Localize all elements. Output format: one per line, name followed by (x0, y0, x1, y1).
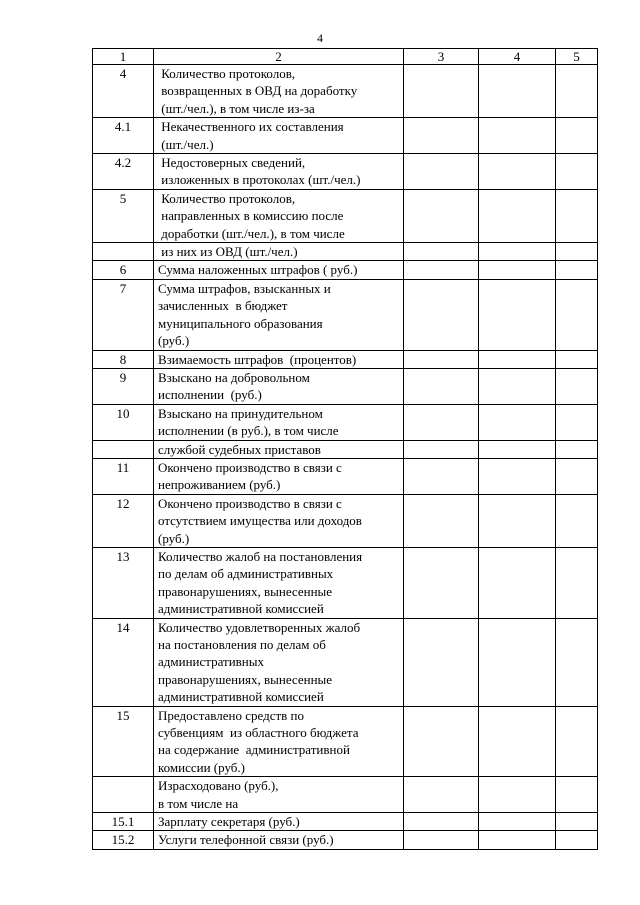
row-description-cell (154, 440, 404, 458)
description-line: административных (158, 654, 264, 670)
value-cell (556, 404, 598, 440)
column-header: 1 (93, 49, 154, 65)
value-cell (479, 189, 556, 242)
description-line: на постановления по делам об (158, 637, 326, 652)
value-cell (556, 618, 598, 706)
value-cell (556, 279, 598, 350)
description-line: Взимаемость штрафов (процентов) (158, 351, 357, 367)
value-cell (556, 65, 598, 118)
table-row (93, 350, 598, 368)
value-cell (479, 831, 556, 849)
table-row (93, 706, 598, 777)
description-line: зачисленных в бюджет (158, 298, 288, 314)
row-number-cell: 12 (93, 494, 154, 547)
description-line: Количество жалоб на постановления (158, 548, 363, 564)
description-line: (шт./чел.) (158, 136, 214, 152)
row-description-cell (154, 547, 404, 618)
value-cell (556, 118, 598, 154)
value-cell (479, 65, 556, 118)
row-number-cell: 4.1 (93, 118, 154, 154)
row-number-cell (93, 777, 154, 813)
description-line: Израсходовано (руб.), (158, 778, 279, 794)
row-description-cell (154, 458, 404, 494)
value-cell (479, 118, 556, 154)
value-cell (404, 65, 479, 118)
value-cell (479, 350, 556, 368)
table-row (93, 261, 598, 279)
value-cell (404, 777, 479, 813)
description-line: Предоставлено средств по (158, 707, 305, 723)
row-description-cell (154, 154, 404, 190)
description-line: Взыскано на добровольном (158, 369, 310, 385)
column-header: 2 (154, 49, 404, 65)
description-line: исполнении (руб.) (158, 387, 262, 403)
description-line: административной комиссией (158, 689, 324, 705)
row-description-cell (154, 706, 404, 777)
description-line: субвенциям из областного бюджета (158, 725, 359, 741)
table-row (93, 243, 598, 261)
value-cell (479, 547, 556, 618)
value-cell (404, 831, 479, 849)
row-number-cell: 11 (93, 458, 154, 494)
value-cell (479, 279, 556, 350)
value-cell (556, 243, 598, 261)
row-description-cell (154, 65, 404, 118)
value-cell (479, 813, 556, 831)
value-cell (556, 547, 598, 618)
description-line: отсутствием имущества или доходов (158, 513, 362, 529)
column-header: 3 (404, 49, 479, 65)
row-description-cell (154, 494, 404, 547)
table-row (93, 547, 598, 618)
row-description-cell (154, 350, 404, 368)
value-cell (479, 243, 556, 261)
description-line: Сумма штрафов, взысканных и (158, 280, 331, 296)
row-number-cell: 13 (93, 547, 154, 618)
value-cell (404, 547, 479, 618)
value-cell (556, 440, 598, 458)
row-number-cell: 15.2 (93, 831, 154, 849)
description-line: Недостоверных сведений, (158, 155, 306, 171)
table-row (93, 494, 598, 547)
table-row (93, 189, 598, 242)
value-cell (404, 243, 479, 261)
table-row (93, 118, 598, 154)
value-cell (479, 368, 556, 404)
value-cell (404, 368, 479, 404)
value-cell (404, 189, 479, 242)
description-line: комиссии (руб.) (158, 759, 245, 775)
row-description-cell (154, 279, 404, 350)
value-cell (556, 261, 598, 279)
table-row (93, 368, 598, 404)
description-line: Окончено производство в связи с (158, 495, 342, 511)
table-row (93, 831, 598, 849)
value-cell (556, 706, 598, 777)
description-line: правонарушениях, вынесенные (158, 583, 333, 599)
description-line: (руб.) (158, 333, 190, 349)
description-line: непроживанием (руб.) (158, 477, 281, 493)
value-cell (404, 813, 479, 831)
table-row (93, 65, 598, 118)
row-number-cell: 9 (93, 368, 154, 404)
value-cell (556, 154, 598, 190)
table-row (93, 154, 598, 190)
row-description-cell (154, 189, 404, 242)
description-line: Количество протоколов, (158, 190, 296, 206)
table-row (93, 279, 598, 350)
value-cell (404, 404, 479, 440)
description-line: Количество удовлетворенных жалоб (158, 619, 361, 635)
value-cell (404, 350, 479, 368)
description-line: (шт./чел.), в том числе из-за (158, 100, 315, 116)
description-line: Зарплату секретаря (руб.) (158, 814, 300, 830)
row-number-cell: 7 (93, 279, 154, 350)
value-cell (404, 279, 479, 350)
value-cell (479, 440, 556, 458)
description-line: Услуги телефонной связи (руб.) (158, 832, 334, 848)
description-line: изложенных в протоколах (шт./чел.) (158, 172, 361, 188)
row-description-cell (154, 261, 404, 279)
row-number-cell: 15.1 (93, 813, 154, 831)
description-line: на содержание административной (158, 742, 350, 758)
row-description-cell (154, 777, 404, 813)
table-row (93, 458, 598, 494)
description-line: службой судебных приставов (158, 441, 321, 457)
description-line: Некачественного их составления (158, 119, 344, 135)
value-cell (479, 458, 556, 494)
description-line: из них из ОВД (шт./чел.) (158, 244, 298, 260)
description-line: по делам об административных (158, 566, 334, 582)
value-cell (556, 368, 598, 404)
table-row (93, 777, 598, 813)
row-number-cell: 4.2 (93, 154, 154, 190)
value-cell (479, 494, 556, 547)
value-cell (556, 189, 598, 242)
value-cell (404, 706, 479, 777)
value-cell (404, 261, 479, 279)
row-number-cell: 15 (93, 706, 154, 777)
report-table (92, 48, 598, 850)
table-row (93, 618, 598, 706)
value-cell (479, 777, 556, 813)
value-cell (404, 440, 479, 458)
row-description-cell (154, 243, 404, 261)
description-line: муниципального образования (158, 315, 323, 331)
row-number-cell: 10 (93, 404, 154, 440)
value-cell (404, 118, 479, 154)
value-cell (556, 494, 598, 547)
value-cell (479, 261, 556, 279)
column-header: 5 (556, 49, 598, 65)
row-number-cell: 14 (93, 618, 154, 706)
description-line: Взыскано на принудительном (158, 405, 323, 421)
value-cell (404, 494, 479, 547)
description-line: возвращенных в ОВД на доработку (158, 83, 358, 99)
row-description-cell (154, 618, 404, 706)
value-cell (556, 831, 598, 849)
row-number-cell (93, 440, 154, 458)
description-line: исполнении (в руб.), в том числе (158, 423, 339, 439)
description-line: Окончено производство в связи с (158, 459, 342, 475)
table-row (93, 813, 598, 831)
table-row (93, 404, 598, 440)
value-cell (556, 813, 598, 831)
value-cell (404, 618, 479, 706)
row-number-cell: 5 (93, 189, 154, 242)
row-description-cell (154, 368, 404, 404)
value-cell (556, 458, 598, 494)
value-cell (556, 350, 598, 368)
description-line: Количество протоколов, (158, 66, 296, 81)
row-description-cell (154, 118, 404, 154)
description-line: доработки (шт./чел.), в том числе (158, 225, 345, 241)
row-number-cell: 4 (93, 65, 154, 118)
table-header-row (93, 49, 598, 65)
description-line: (руб.) (158, 530, 190, 546)
description-line: правонарушениях, вынесенные (158, 671, 333, 687)
row-number-cell: 6 (93, 261, 154, 279)
table-row (93, 440, 598, 458)
value-cell (404, 458, 479, 494)
value-cell (479, 154, 556, 190)
value-cell (479, 618, 556, 706)
row-number-cell (93, 243, 154, 261)
description-line: Сумма наложенных штрафов ( руб.) (158, 262, 358, 278)
value-cell (404, 154, 479, 190)
row-number-cell: 8 (93, 350, 154, 368)
row-description-cell (154, 404, 404, 440)
description-line: административной комиссией (158, 601, 324, 617)
description-line: в том числе на (158, 795, 239, 811)
description-line: направленных в комиссию после (158, 208, 344, 224)
value-cell (556, 777, 598, 813)
value-cell (479, 404, 556, 440)
value-cell (479, 706, 556, 777)
row-description-cell (154, 813, 404, 831)
row-description-cell (154, 831, 404, 849)
page-number: 4 (317, 31, 323, 45)
column-header: 4 (479, 49, 556, 65)
